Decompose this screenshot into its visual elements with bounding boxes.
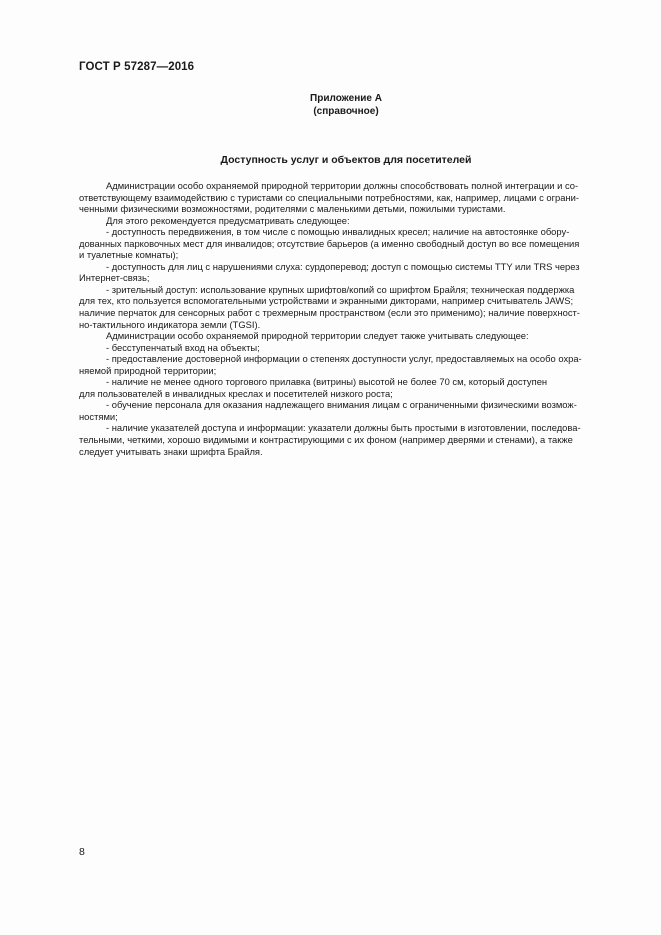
body-line: ответствующему взаимодействию с туристами со специальными потребностями, как, например, лицами с ограни- [79, 191, 580, 203]
body-line: няемой природной территории; [79, 364, 217, 376]
standard-id: ГОСТ Р 57287—2016 [79, 61, 195, 73]
body-line: Для этого рекомендуется предусматривать следующее: [106, 214, 350, 226]
body-line: - бесступенчатый вход на объекты; [106, 341, 260, 353]
body-line: ностями; [79, 410, 118, 422]
page-number: 8 [79, 846, 85, 858]
body-line: следует учитывать знаки шрифта Брайля. [79, 445, 263, 457]
body-text [79, 180, 616, 457]
body-line: дованных парковочных мест для инвалидов; отсутствие барьеров (а именно свободный доступ во все помещения [79, 237, 580, 249]
body-line: - обучение персонала для оказания надлежащего внимания лицам с ограниченными физическими возмож- [106, 399, 577, 411]
appendix-note: (справочное) [313, 106, 379, 117]
body-line: Администрации особо охраняемой природной территории должны способствовать полной интеграции и со- [106, 180, 579, 191]
body-line: для пользователей в инвалидных креслах и посетителей низкого роста; [79, 387, 393, 399]
body-line: - зрительный доступ: использование крупных шрифтов/копий со шрифтом Брайля; техническая поддержка [106, 283, 575, 295]
body-line: наличие перчаток для сенсорных работ с трехмерным пространством (если это применимо); наличие поверхност- [79, 307, 580, 319]
body-line: но-тактильного индикатора земли (TGSI). [79, 318, 261, 330]
body-line: для тех, кто пользуется вспомогательными устройствами и экранными дикторами, например считыватель JAWS; [79, 295, 574, 307]
body-line: и туалетные комнаты); [79, 249, 179, 261]
body-line: тельными, четкими, хорошо видимыми и контрастирующими с их фоном (например дверями и стенами), а также [79, 434, 573, 446]
body-line: ченными физическими возможностями, родителями с маленькими детьми, пожилыми туристами. [79, 203, 506, 215]
body-line: - доступность передвижения, в том числе с помощью инвалидных кресел; наличие на автостоянке обору- [106, 226, 570, 238]
body-line: - наличие не менее одного торгового прилавка (витрины) высотой не более 70 см, который доступен [106, 376, 548, 388]
body-line: - доступность для лиц с нарушениями слуха: сурдоперевод; доступ с помощью системы TTY или TRS через [106, 260, 580, 272]
body-line: - предоставление достоверной информации о степенях доступности услуг, предоставляемых на особо охра- [106, 353, 582, 365]
appendix-title: Приложение А [310, 93, 382, 104]
body-line: Администрации особо охраняемой природной территории следует также учитывать следующее: [106, 330, 529, 342]
body-line: Интернет-связь; [79, 272, 150, 284]
body-line: - наличие указателей доступа и информации: указатели должны быть простыми в изготовлении, последова- [106, 422, 581, 434]
section-title: Доступность услуг и объектов для посетителей [220, 154, 472, 166]
